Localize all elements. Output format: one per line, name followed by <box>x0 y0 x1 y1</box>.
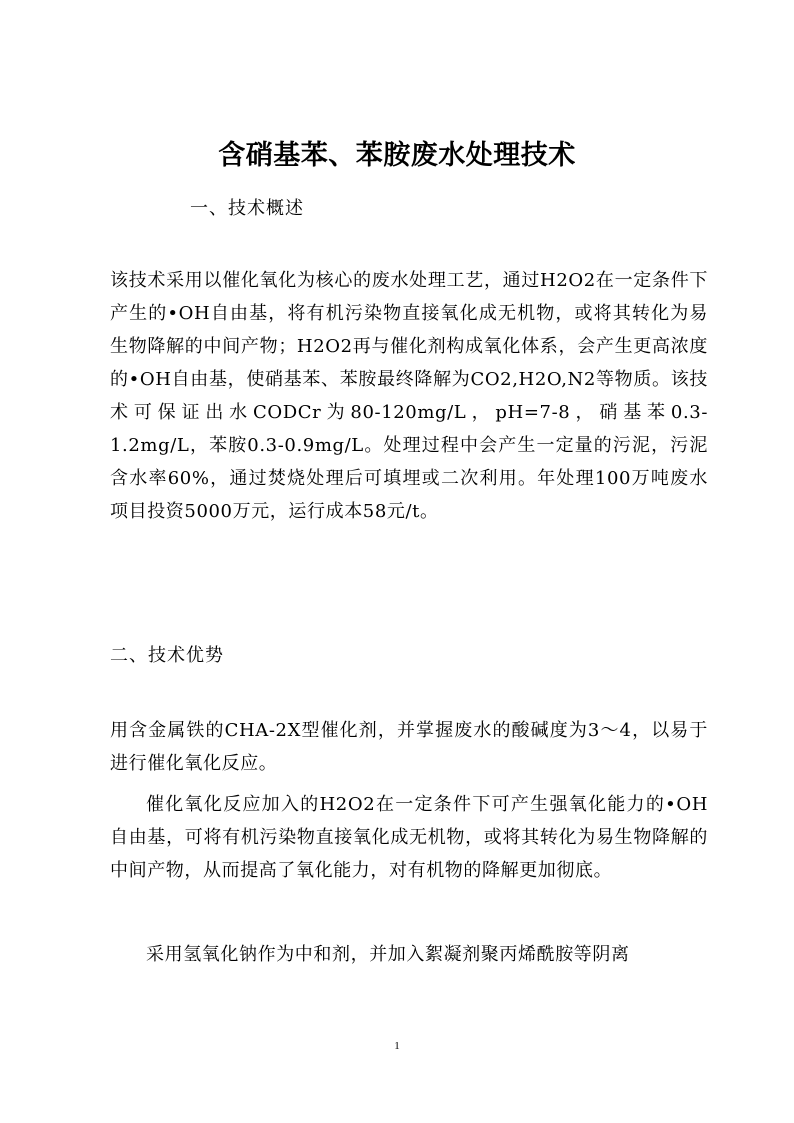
section-heading-advantages: 二、技术优势 <box>110 645 224 666</box>
page-number: 1 <box>394 1040 400 1052</box>
advantage-paragraph-oxidation: 催化氧化反应加入的H2O2在一定条件下可产生强氧化能力的•OH自由基，可将有机污染物直接氧化成无机物，或将其转化为易生物降解的中间产物，从而提高了氧化能力，对有机物的降解更加彻底。 <box>110 794 708 881</box>
advantage-paragraph-neutralizer: 采用氢氧化钠作为中和剂，并加入絮凝剂聚丙烯酰胺等阴离 <box>146 944 630 965</box>
document-title: 含硝基苯、苯胺废水处理技术 <box>218 140 576 171</box>
section-heading-overview: 一、技术概述 <box>190 198 304 219</box>
overview-paragraph: 该技术采用以催化氧化为核心的废水处理工艺，通过H2O2在一定条件下产生的•OH自由基，将有机污染物直接氧化成无机物，或将其转化为易生物降解的中间产物；H2O2再与催化剂构成氧化体系，会产生更高浓度的•OH自由基，使硝基苯、苯胺最终降解为CO2,H2O,N2等物质。该技术可保证出水CODCr为80-120mg/L，pH=7-8，硝基苯0.3-1.2mg/L，苯胺0.3-0.9mg/L。处理过程中会产生一定量的污泥，污泥含水率60%，通过焚烧处理后可填埋或二次利用。年处理100万吨废水项目投资5000万元，运行成本58元/t。 <box>110 270 708 522</box>
advantage-paragraph-catalyst: 用含金属铁的CHA-2X型催化剂，并掌握废水的酸碱度为3～4，以易于进行催化氧化反应。 <box>110 720 708 774</box>
